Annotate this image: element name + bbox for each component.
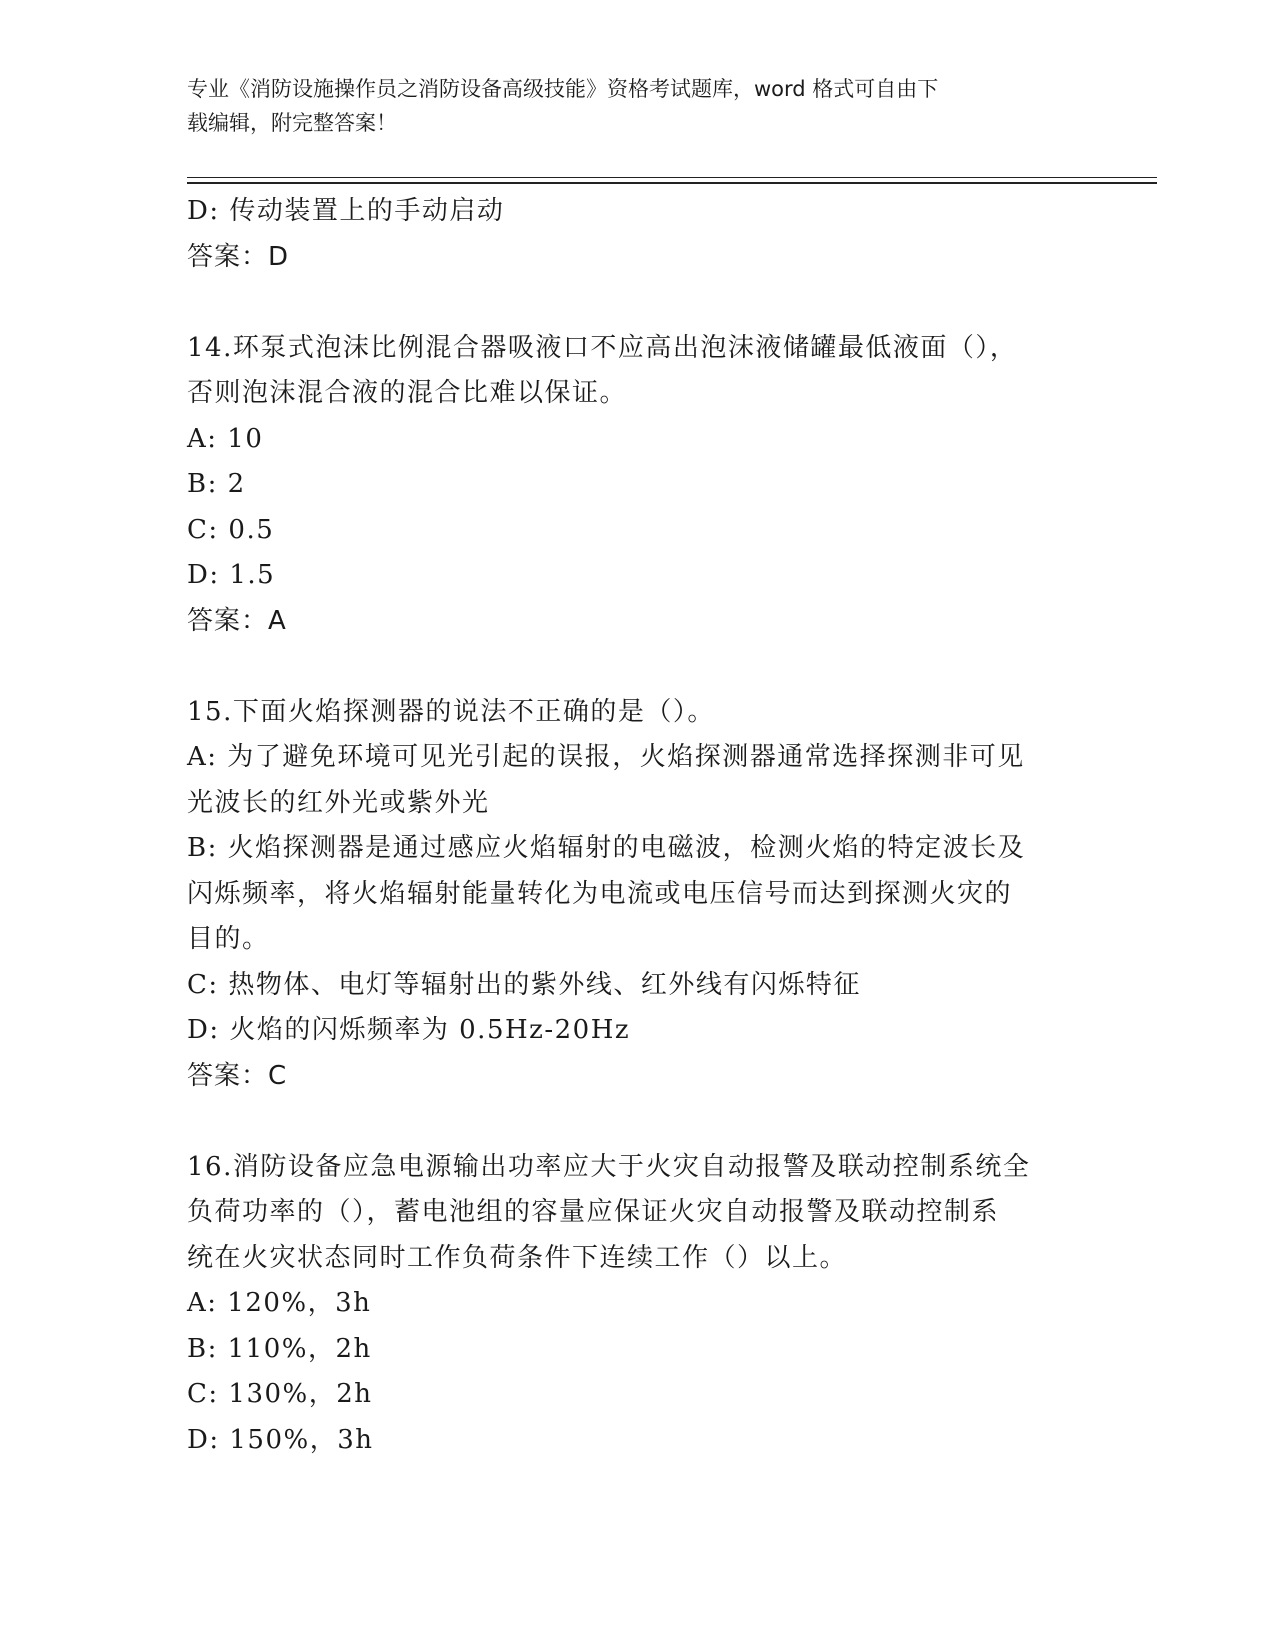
option-b-continued: 目的。 bbox=[187, 924, 270, 954]
spacer bbox=[187, 1099, 1077, 1145]
header-divider-thick bbox=[187, 182, 1157, 184]
option-d: D: 150%，3h bbox=[187, 1424, 374, 1455]
question-text-line: 14.环泵式泡沫比例混合器吸液口不应高出泡沫液储罐最低液面（）， bbox=[187, 332, 1018, 363]
question-text-line: 15.下面火焰探测器的说法不正确的是（）。 bbox=[187, 696, 715, 727]
page-header bbox=[187, 72, 1067, 140]
spacer bbox=[187, 644, 1077, 690]
question-text-line: 负荷功率的（），蓄电池组的容量应保证火灾自动报警及联动控制系 bbox=[187, 1197, 1000, 1227]
question-text-line: 否则泡沫混合液的混合比难以保证。 bbox=[187, 378, 628, 408]
header-line-2: 载编辑，附完整答案！ bbox=[187, 111, 397, 135]
option-b-continued: 闪烁频率，将火焰辐射能量转化为电流或电压信号而达到探测火灾的 bbox=[187, 878, 1013, 909]
question-14 bbox=[187, 326, 1077, 645]
prev-answer: 答案：D bbox=[187, 241, 290, 272]
spacer bbox=[187, 280, 1077, 326]
option-d: D: 1.5 bbox=[187, 560, 276, 590]
answer: 答案：A bbox=[187, 605, 287, 636]
question-15 bbox=[187, 690, 1077, 1100]
option-b: B: 2 bbox=[187, 469, 246, 499]
question-content bbox=[187, 189, 1077, 1463]
header-divider-thin bbox=[187, 177, 1157, 178]
option-a: A: 120%，3h bbox=[187, 1288, 372, 1318]
option-c: C: 0.5 bbox=[187, 514, 275, 545]
question-16 bbox=[187, 1145, 1077, 1464]
question-text-line: 统在火灾状态同时工作负荷条件下连续工作（）以上。 bbox=[187, 1242, 848, 1273]
option-c: C: 热物体、电灯等辐射出的紫外线、红外线有闪烁特征 bbox=[187, 969, 861, 1000]
option-b: B: 火焰探测器是通过感应火焰辐射的电磁波，检测火焰的特定波长及 bbox=[187, 833, 1026, 863]
answer: 答案：C bbox=[187, 1060, 288, 1091]
header-line-1: 专业《消防设施操作员之消防设备高级技能》资格考试题库，word 格式可自由下 bbox=[187, 77, 939, 101]
prev-option-d: D: 传动装置上的手动启动 bbox=[187, 196, 505, 226]
option-c: C: 130%，2h bbox=[187, 1379, 373, 1409]
option-a-continued: 光波长的红外光或紫外光 bbox=[187, 787, 490, 818]
option-a: A: 10 bbox=[187, 423, 264, 454]
option-a: A: 为了避免环境可见光引起的误报，火焰探测器通常选择探测非可见 bbox=[187, 742, 1025, 772]
option-b: B: 110%，2h bbox=[187, 1333, 372, 1364]
option-d: D: 火焰的闪烁频率为 0.5Hz-20Hz bbox=[187, 1015, 631, 1045]
question-text-line: 16.消防设备应急电源输出功率应大于火灾自动报警及联动控制系统全 bbox=[187, 1151, 1031, 1182]
